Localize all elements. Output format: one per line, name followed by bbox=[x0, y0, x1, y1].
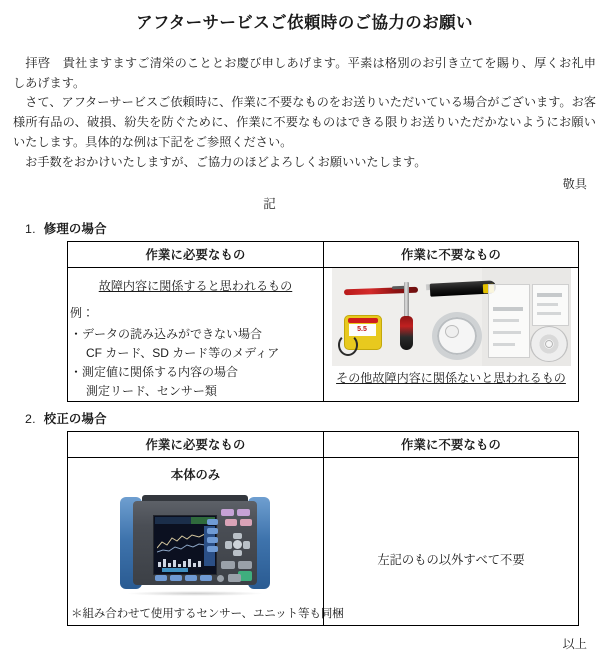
bag-label-1 bbox=[493, 307, 523, 311]
needed-item-detail-2: 測定リード、センサー類 bbox=[86, 383, 217, 398]
screen-waveform-icon bbox=[157, 530, 205, 556]
section-number-1: 1. bbox=[25, 222, 36, 237]
table-calibration bbox=[67, 431, 579, 626]
tape-measure-strap-icon bbox=[338, 334, 358, 356]
paragraph-notice: さて、アフターサービスご依頼時に、作業に不要なものをお送りいただいている場合がございます。お客様所有品の、破損、紛失を防ぐために、作業に不要なものはできる限りお送りいただかないようにお願いいたします。具体的な例は下記をご参照ください。 bbox=[13, 95, 596, 149]
calibration-note: ＊組み合わせて使用するセンサー、ユニット等も同梱 bbox=[71, 606, 344, 620]
needed-underlined-heading: 故障内容に関係すると思われるもの bbox=[98, 279, 293, 294]
device-softkey-2 bbox=[170, 575, 182, 581]
device-softkey-4 bbox=[200, 575, 212, 581]
section-label-2: 校正の場合 bbox=[43, 411, 107, 426]
device-button-left-2 bbox=[207, 528, 218, 534]
dpad-right-icon bbox=[243, 541, 250, 549]
bag2-label-1 bbox=[537, 293, 562, 297]
screen-status-bar bbox=[155, 517, 215, 524]
section-heading-calibration bbox=[25, 409, 609, 427]
bag-label-3 bbox=[493, 331, 521, 334]
column-header-needed-1: 作業に必要なもの bbox=[68, 242, 324, 268]
cell-not-needed-repair bbox=[324, 268, 579, 401]
device-button-f1 bbox=[221, 509, 234, 516]
column-header-not-needed-2: 作業に不要なもの bbox=[324, 431, 579, 457]
screen-bar-graph-icon bbox=[158, 558, 204, 567]
device-button-f2 bbox=[237, 509, 250, 516]
power-quality-analyzer-photo bbox=[120, 493, 270, 593]
closing-salutation: 敬具 bbox=[562, 177, 587, 192]
device-softkey-3 bbox=[185, 575, 197, 581]
tools-photo bbox=[332, 268, 571, 366]
letter-body bbox=[13, 54, 596, 173]
section-label-1: 修理の場合 bbox=[43, 222, 107, 237]
device-dpad bbox=[225, 533, 249, 555]
section-number-2: 2. bbox=[25, 411, 36, 426]
plastic-bag-icon-1 bbox=[488, 284, 530, 358]
table-header-row bbox=[68, 431, 579, 457]
ki-mark: 記 bbox=[263, 197, 276, 212]
cell-needed-calibration bbox=[68, 457, 344, 625]
needed-item-bullet-1: ・データの読み込みができない場合 bbox=[70, 326, 263, 341]
section-heading-repair bbox=[25, 219, 609, 237]
not-needed-calibration-text: 左記のもの以外すべて不要 bbox=[377, 552, 525, 567]
screwdriver-handle-icon bbox=[400, 316, 413, 350]
example-label: 例： bbox=[70, 306, 95, 321]
device-button-left-1 bbox=[207, 519, 218, 525]
table-header-row bbox=[68, 242, 579, 268]
device-button-left-3 bbox=[207, 537, 218, 543]
needed-item-detail-1: CF カード、SD カード等のメディア bbox=[86, 345, 280, 360]
paragraph-request: お手数をおかけいたしますが、ご協力のほどよろしくお願いいたします。 bbox=[13, 154, 427, 169]
device-power-button bbox=[217, 575, 224, 582]
table-body-row bbox=[68, 268, 579, 401]
bag2-label-3 bbox=[537, 312, 561, 315]
cd-disc-icon bbox=[530, 326, 568, 362]
device-button-aux-1 bbox=[221, 561, 235, 569]
device-shadow bbox=[126, 591, 264, 596]
screen-bottom-tab bbox=[162, 568, 188, 572]
dpad-down-icon bbox=[233, 550, 242, 556]
device-button-aux-2 bbox=[238, 561, 252, 569]
cell-needed-repair bbox=[68, 268, 324, 401]
cell-not-needed-calibration bbox=[324, 457, 579, 625]
dpad-left-icon bbox=[225, 541, 232, 549]
column-header-not-needed-1: 作業に不要なもの bbox=[324, 242, 579, 268]
page-title: アフターサービスご依頼時のご協力のお願い bbox=[136, 14, 473, 32]
screwdriver-shaft-icon bbox=[404, 282, 409, 318]
device-softkey-1 bbox=[155, 575, 167, 581]
tape-measure-label: 5.5 bbox=[349, 324, 376, 336]
dpad-enter-icon bbox=[233, 540, 242, 549]
dpad-up-icon bbox=[233, 533, 242, 539]
bag2-label-2 bbox=[537, 303, 558, 306]
paragraph-greeting: 拝啓 貴社ますますご清栄のこととお慶び申しあげます。平素は格別のお引き立てを賜り、厚くお礼申しあげます。 bbox=[13, 55, 596, 90]
bag-label-4 bbox=[493, 343, 515, 346]
device-button-f4 bbox=[240, 519, 252, 526]
device-button-left-4 bbox=[207, 546, 218, 552]
needed-item-bullet-2: ・測定値に関係する内容の場合 bbox=[70, 364, 239, 379]
photo-caption-not-needed: その他故障内容に関係ないと思われるもの bbox=[336, 371, 566, 386]
unit-only-label: 本体のみ bbox=[170, 467, 221, 482]
table-body-row bbox=[68, 457, 579, 625]
tape-roll-icon bbox=[432, 312, 482, 360]
table-repair bbox=[67, 241, 579, 401]
bag-label-2 bbox=[493, 319, 519, 322]
device-body bbox=[133, 501, 257, 585]
device-button-aux-3 bbox=[228, 574, 241, 582]
column-header-needed-2: 作業に必要なもの bbox=[68, 431, 324, 457]
document-footer: 以上 bbox=[562, 636, 587, 651]
device-photo-wrap bbox=[68, 485, 323, 603]
tape-measure-top bbox=[348, 318, 378, 323]
device-button-f3 bbox=[225, 519, 237, 526]
plastic-bag-icon-2 bbox=[532, 284, 569, 326]
